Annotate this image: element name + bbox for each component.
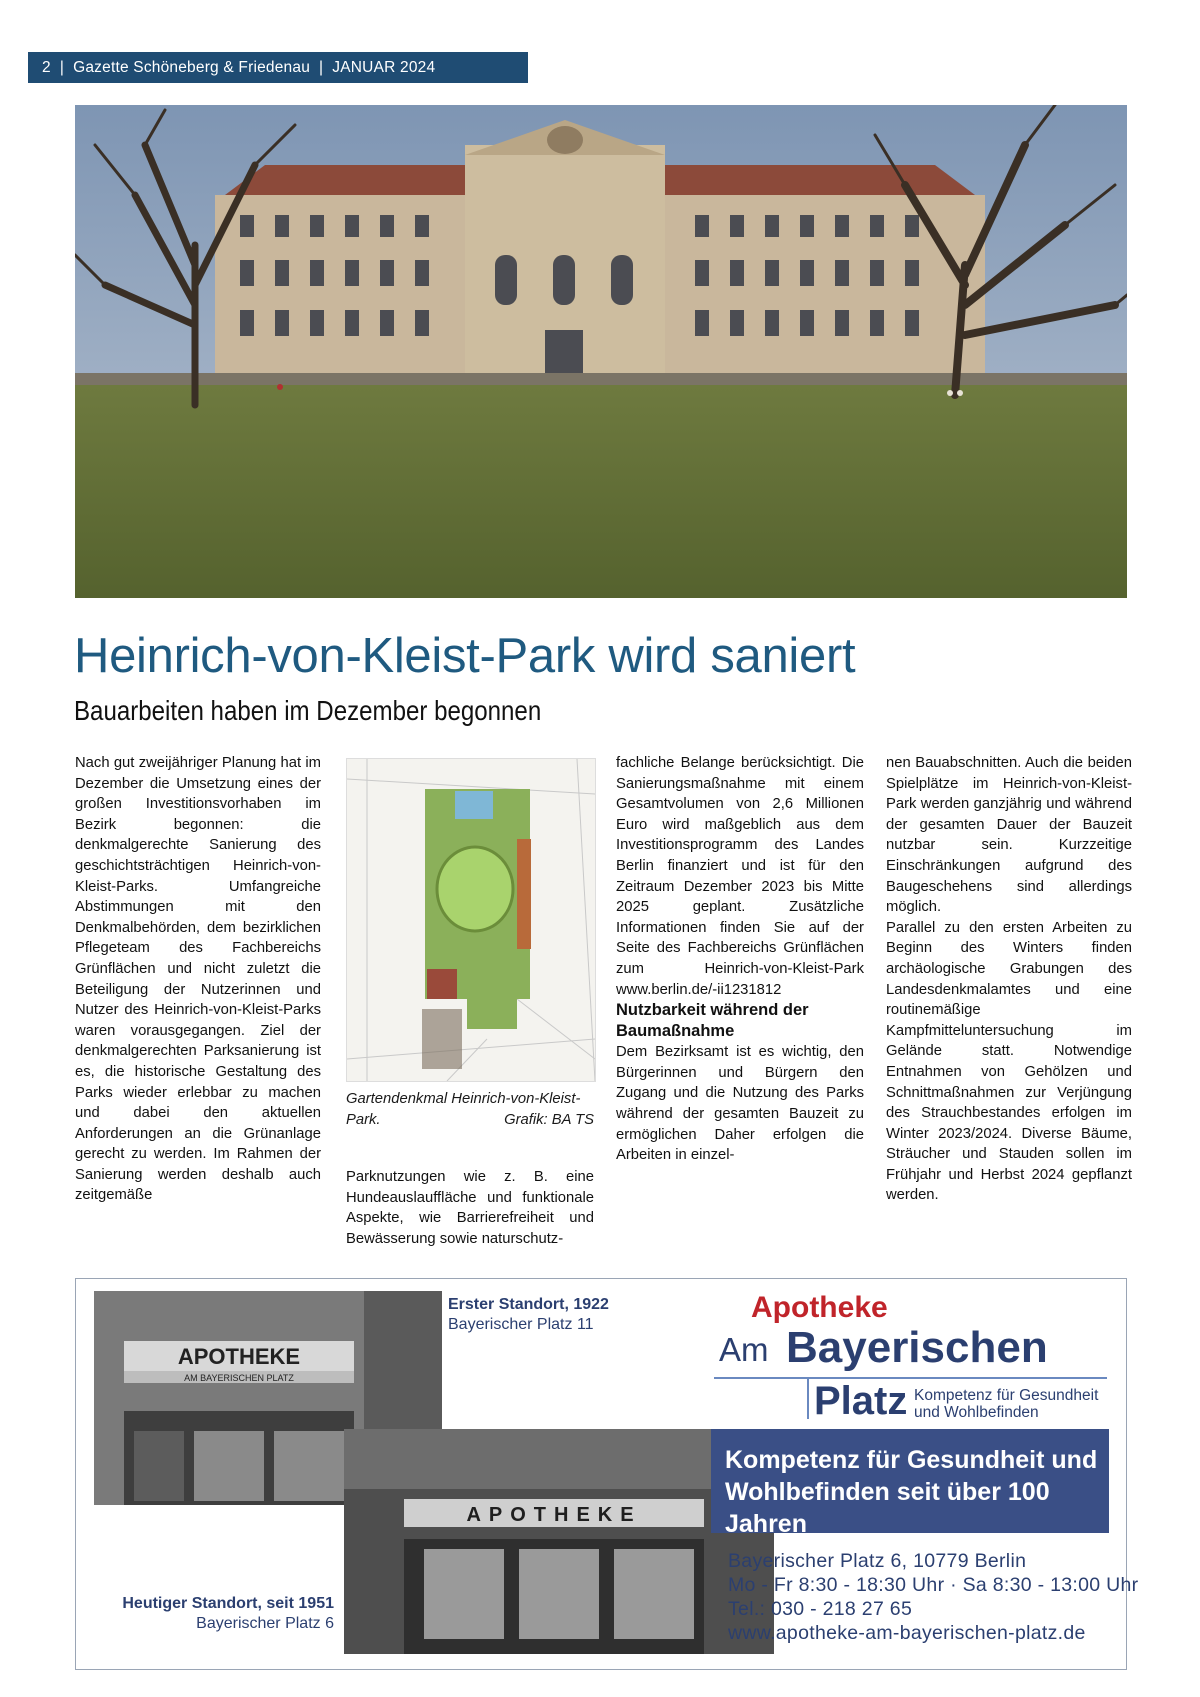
slogan-line1: Kompetenz für Gesundheit und xyxy=(725,1446,1098,1474)
current-location-label xyxy=(94,1594,334,1634)
logo-divider-vertical xyxy=(807,1379,809,1419)
current-storefront-photo xyxy=(344,1429,774,1654)
old-subsign-text: AM BAYERISCHEN PLATZ xyxy=(184,1373,294,1383)
article-column-3 xyxy=(616,753,864,1166)
ad-slogan-banner xyxy=(711,1429,1109,1538)
page-number: 2 xyxy=(42,59,51,76)
new-sign-text: APOTHEKE xyxy=(466,1504,642,1526)
ad-phone: Tel.: 030 - 218 27 65 xyxy=(728,1598,913,1620)
park-building-photo xyxy=(75,105,1127,598)
first-location-address: Bayerischer Platz 11 xyxy=(448,1316,594,1333)
article-subheadline: Bauarbeiten haben im Dezember begonnen xyxy=(74,695,542,726)
pharmacy-advertisement xyxy=(75,1278,1139,1670)
article-paragraph: nen Bauabschnitten. Auch die beiden Spielplätze im Heinrich-von-Kleist-Park werden ganzjährig und während der gesamten Dauer der Bauzeit nutzbar sein. Kurzzeitige Einschränkungen aufgrund des Baugeschehens sind allerdings möglich. xyxy=(886,755,1132,916)
logo-divider xyxy=(714,1377,1107,1379)
first-location-title: Erster Standort, 1922 xyxy=(448,1296,609,1313)
article-column-1 xyxy=(75,753,321,1206)
ad-contact-info xyxy=(728,1549,1138,1645)
article-paragraph: Parallel zu den ersten Arbeiten zu Beginn des Winters finden archäologische Grabungen des Landesdenkmalamtes und eine routinemäßige Kampfmitteluntersuchung im Gelände statt. Notwendige Entnahmen von Gehölzen und Schnittmaßnahmen zur Verjüngung des Strauchbestandes erfolgen im Winter 2023/2024. Diverse Bäume, Sträucher und Stauden sollen im Frühjahr und Herbst 2024 gepflanzt werden. xyxy=(886,919,1132,1204)
logo-apotheke: Apotheke xyxy=(751,1291,888,1324)
map-caption-text: Gartendenkmal Heinrich-von-Kleist-Park. xyxy=(346,1091,581,1128)
slogan-line2: Wohlbefinden seit über 100 Jahren xyxy=(725,1478,1050,1538)
logo-tagline-line2: und Wohlbefinden xyxy=(914,1404,1039,1421)
logo-platz: Platz xyxy=(814,1379,908,1423)
old-sign-text: APOTHEKE xyxy=(177,1344,301,1369)
current-location-title: Heutiger Standort, seit 1951 xyxy=(122,1595,334,1612)
issue-date: JANUAR 2024 xyxy=(332,59,436,76)
publication-name: Gazette Schöneberg & Friedenau xyxy=(73,59,311,76)
logo-am: Am xyxy=(719,1331,769,1368)
map-caption xyxy=(346,1089,594,1130)
logo-tagline-line1: Kompetenz für Gesundheit xyxy=(914,1387,1099,1404)
current-location-address: Bayerischer Platz 6 xyxy=(196,1615,334,1632)
ad-address: Bayerischer Platz 6, 10779 Berlin xyxy=(728,1550,1027,1572)
article-column-2 xyxy=(346,1167,594,1249)
ad-opening-hours: Mo - Fr 8:30 - 18:30 Uhr · Sa 8:30 - 13:00 Uhr xyxy=(728,1574,1139,1596)
map-credit: Grafik: BA TS xyxy=(504,1111,594,1128)
article-paragraph: Parknutzungen wie z. B. eine Hundeauslauffläche und funktionale Aspekte, wie Barrierefreiheit und Bewässerung sowie naturschutz- xyxy=(346,1169,594,1247)
logo-bayerischen: Bayerischen xyxy=(786,1323,1048,1372)
article-column-4 xyxy=(886,753,1132,1206)
article-headline: Heinrich-von-Kleist-Park wird saniert xyxy=(74,629,856,683)
park-map-graphic xyxy=(346,758,596,1082)
section-subheading: Nutzbarkeit während der Baumaßnahme xyxy=(616,1001,809,1041)
page-header: 2 | Gazette Schöneberg & Friedenau | JANUAR 2024 xyxy=(28,52,528,83)
article-paragraph: fachliche Belange berücksichtigt. Die Sanierungsmaßnahme mit einem Gesamtvolumen von 2,6 Millionen Euro wird maßgeblich aus dem Investitionsprogramm des Landes Berlin finanziert und ist für den Zeitraum Dezember 2023 bis Mitte 2025 geplant. Zusätzliche Informationen finden Sie auf der Seite des Fachbereichs Grünflächen zum Heinrich-von-Kleist-Park www.berlin.de/-ii1231812 xyxy=(616,755,864,998)
article-paragraph: Nach gut zweijähriger Planung hat im Dezember die Umsetzung eines der großen Investitionsvorhaben im Bezirk begonnen: die denkmalgerechte Sanierung des geschichtsträchtigen Heinrich-von-Kleist-Parks. Umfangreiche Abstimmungen mit den Denkmalbehörden, dem bezirklichen Pflegeteam des Fachbereichs Grünflächen und nicht zuletzt die Beteiligung der Nutzerinnen und Nutzer des Heinrich-von-Kleist-Parks waren vorausgegangen. Ziel der denkmalgerechten Parksanierung ist es, die historische Gestaltung des Parks wieder erlebbar zu machen und dabei den aktuellen Anforderungen an die Grünanlage gerecht zu werden. Im Rahmen der Sanierung werden deshalb auch zeitgemäße xyxy=(75,755,321,1204)
logo-tagline xyxy=(914,1387,1098,1421)
article-paragraph: Dem Bezirksamt ist es wichtig, den Bürgerinnen und Bürgern den Zugang und die Nutzung des Parks während der gesamten Bauzeit zu ermöglichen Daher erfolgen die Arbeiten in einzel- xyxy=(616,1044,864,1164)
first-location-label xyxy=(448,1295,609,1335)
ad-website-link[interactable]: www.apotheke-am-bayerischen-platz.de xyxy=(728,1622,1086,1644)
